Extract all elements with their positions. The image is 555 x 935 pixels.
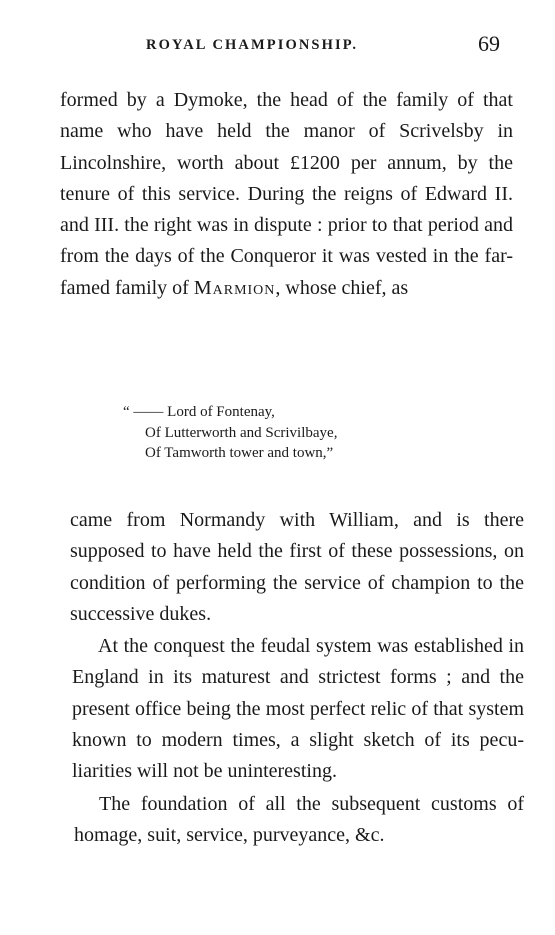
paragraph-1-text-b: , whose chief, as (275, 276, 409, 299)
verse-line-1: “ —— Lord of Fontenay, (123, 404, 275, 420)
page-header (0, 31, 555, 61)
paragraph-4: The foundation of all the subsequent customs of homage, suit, service, purveyance, &c. (74, 793, 524, 847)
page-number: 69 (478, 31, 500, 56)
paragraph-3: At the conquest the feudal system was established in England in its maturest and strictest forms ; and the present office being the most perfect relic of that system known to modern times, a slight sketch of its peculiarities will not be uninteresting. (72, 635, 524, 783)
running-head: ROYAL CHAMPIONSHIP. (146, 37, 359, 53)
paragraph-2: came from Normandy with William, and is there supposed to have held the first of these possessions, on condition of performing the service of champion to the successive dukes. (70, 509, 524, 625)
verse-line-3: Of Tamworth tower and town,” (145, 445, 334, 461)
verse-line-2: Of Lutterworth and Scrivilbaye, (145, 424, 338, 441)
verse-quotation (123, 402, 443, 464)
paragraph-1-text-a: formed by a Dymoke, the head of the family of that name who have held the manor of Scrivelsby in Lincolnshire, worth about £1200 per annum, by the tenure of this service. During the reigns of Edward II. and III. the right was in dispute : prior to that period and from the days of the Conqueror it was vested in the far-famed family of (60, 89, 513, 299)
paragraph-1 (60, 85, 513, 304)
marmion-name: Marmion (193, 276, 276, 299)
